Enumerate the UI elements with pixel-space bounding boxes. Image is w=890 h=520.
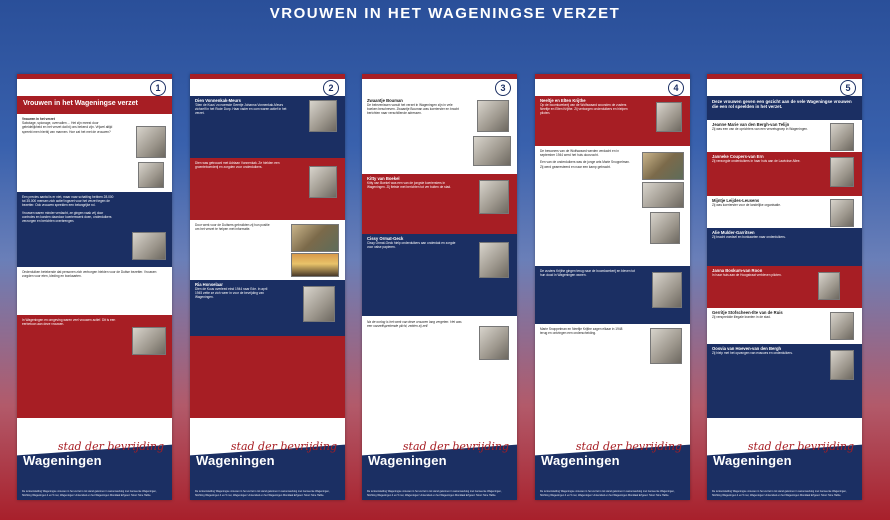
person-text: Zij verzorgde onderduikers in haar huis aan de Lawickse Allee.: [712, 159, 801, 163]
panel-4: [535, 74, 690, 500]
panel-3: [362, 74, 517, 500]
person-name: Jeanne Marie van den Bergh-van Telijn: [712, 122, 790, 127]
person-name: Ria Honselaar: [195, 282, 223, 287]
portrait-photo: [830, 350, 854, 380]
portrait-photo: [830, 157, 854, 187]
person-name: Cissy Ormat-Geck: [367, 236, 404, 241]
portrait-photo: [818, 272, 840, 300]
document-photo: [132, 327, 166, 355]
person-name: Kitty van Boekel: [367, 176, 400, 181]
person-name: Janneke Coupers-van Ern: [712, 154, 764, 159]
stad-der-bevrijding-logo: stad der bevrijding: [402, 440, 509, 453]
portrait-photo: [652, 272, 682, 308]
portrait-photo: [650, 212, 680, 244]
person-name: Zwaantje Bouman: [367, 98, 403, 103]
stad-der-bevrijding-logo: stad der bevrijding: [575, 440, 682, 453]
person-name: Gerritje Stofscheen-Ilte van de Ruis: [712, 310, 783, 315]
person-name: Dien Vonnenkak-Meurs: [195, 98, 241, 103]
wageningen-logo: Wageningen: [196, 453, 275, 468]
panel-text: 'Dien de Kuus' zo noemde Geertje Johanna Vonnenkak-Meurs zichzelf in het Rode Dorp. Haar vader en oom waren actief in het verzet.: [195, 103, 287, 116]
house-photo: [642, 152, 684, 180]
panel-number-badge: 4: [668, 80, 684, 96]
wageningen-logo: Wageningen: [713, 453, 792, 468]
person-name: Alie Mulder-Garritsen: [712, 230, 755, 235]
group-photo: [473, 136, 511, 166]
wageningen-logo: Wageningen: [23, 453, 102, 468]
panel-text: Sabotage, spionage, overvallen ... Het zijn meest door geleidelijkheid en het verzet dat bij ons bekend zijn. Vrijwel altijd spreekt men hierbij van mannen. Hoe zat het met de vrouwen?: [22, 121, 113, 134]
portrait-photo: [309, 166, 337, 198]
portrait-photo: [830, 312, 854, 340]
footer-credit: De tentoonstelling Wageningse vrouwen in het verzet is tot stand gekomen in samenwerking met Gemeente Wageningen, Stichting Wageningen 4 en 5 mei, Wageningen Universiteit en het Wageningen Mondiaal Erfgoed. Tekst: Nine Halbe.: [712, 490, 847, 497]
quote-text: Na de oorlog is het werk van deze vrouwen lang vergeten. Het was een vanzelfsprekende plicht, zeiden zij zelf.: [367, 320, 462, 329]
panel-text: Vrouwen waren minder verdacht, ze gingen vaak vrij door controles en konden daardoor koerierswerk doen, onderduikers verzorgen en berichten overbrengen.: [22, 210, 112, 224]
panel-text: Door werk voor de Duitsers gebruikten zij hun positie om het verzet te helpen met informatie.: [195, 223, 270, 232]
footer-credit: De tentoonstelling Wageningse vrouwen in het verzet is tot stand gekomen in samenwerking met Gemeente Wageningen, Stichting Wageningen 4 en 5 mei, Wageningen Universiteit en het Wageningen Mondiaal Erfgoed. Tekst: Nine Halbe.: [195, 490, 330, 497]
person-text: Zij verspreidde illegale kranten in de stad.: [712, 315, 771, 319]
panel-text: Onderduiken betekende dat personen zich verborgen hielden voor de Duitse bezetter. Vrouwen zorgden voor eten, kleding en bonkaarten.: [22, 270, 157, 279]
panel-number-badge: 2: [323, 80, 339, 96]
panel-text: Kitty van Boekel was een van de jongste koeriersters in Wageningen. Zij fietste met berichten tot ver buiten de stad.: [367, 181, 452, 190]
portrait-photo: [477, 100, 509, 132]
stad-der-bevrijding-logo: stad der bevrijding: [230, 440, 337, 453]
portrait-photo: [830, 199, 854, 227]
person-text: Zij was een van de oprichters van een verzetsgroep in Wageningen.: [712, 127, 808, 131]
stad-der-bevrijding-logo: stad der bevrijding: [747, 440, 854, 453]
panel-1: [17, 74, 172, 500]
panel-text: Een van de onderduikers was de jonge arts Marie Snoppelman. Zij werd gearresteerd en naar een kamp gebracht.: [540, 160, 630, 169]
footer-credit: De tentoonstelling Wageningse vrouwen in het verzet is tot stand gekomen in samenwerking met Gemeente Wageningen, Stichting Wageningen 4 en 5 mei, Wageningen Universiteit en het Wageningen Mondiaal Erfgoed. Tekst: Nine Halbe.: [367, 490, 502, 497]
panel-title: Deze vrouwen geven een gezicht aan de vele Wageningse vrouwen die een rol speelden in het verzet.: [712, 99, 852, 110]
portrait-photo: [479, 180, 509, 214]
person-text: Zij hielp met het opvangen van evacues en onderduikers.: [712, 351, 793, 355]
panel-text: Marie Snoppelman en Neeltje Krijthe zagen elkaar in 1948 terug en ontvingen een onderscheiding.: [540, 327, 623, 336]
wageningen-logo: Wageningen: [541, 453, 620, 468]
panel-text: De belevenissen vanuit het verzet in Wageningen zijn in vele boeken beschreven. Zwaantje Bouman was koerierster en bracht berichten naar verschillende adressen.: [367, 103, 459, 116]
panel-title: Vrouwen in het Wageningse verzet: [23, 100, 138, 107]
portrait-photo: [309, 100, 337, 132]
person-text: Zij bracht voedsel en bonkaarten naar onderduikers.: [712, 235, 786, 239]
panel-text: Dien was getrouwd met Adriaan Vonnenkak. Ze hielden een groenteboerderij en zorgden voor onderduikers.: [195, 161, 280, 170]
panel-number-badge: 3: [495, 80, 511, 96]
portrait-photo: [136, 126, 166, 158]
portrait-photo: [138, 162, 164, 188]
panel-5: [707, 74, 862, 500]
stad-der-bevrijding-logo: stad der bevrijding: [57, 440, 164, 453]
panel-text: In Wageningen en omgeving waren veel vrouwen actief. Dit is een eerbetoon aan deze vrouwen.: [22, 318, 116, 327]
person-name: Janna Boskum-van Roon: [712, 268, 763, 273]
person-name: Oosvia van Hoeven-van den Bergh: [712, 346, 782, 351]
panel-number-badge: 1: [150, 80, 166, 96]
panel-subtitle: Vrouwen in het verzet: [22, 117, 55, 121]
building-photo: [642, 182, 684, 208]
portrait-photo: [479, 242, 509, 278]
portrait-photo: [830, 123, 854, 151]
panel-text: De zusters Krijthe gingen terug naar de boomkwekerij en bleven tot hun dood in Wageningen wonen.: [540, 269, 635, 278]
person-name: Neeltje en Elten Krijthe: [540, 98, 586, 103]
panel-text: Cissy Ormat-Geck hielp onderduikers aan onderdak en zorgde voor valse papieren.: [367, 241, 456, 250]
panel-text: De bewoners van de Wolfswaard werden verdacht en in september 1944 werd het huis doorzocht.: [540, 149, 619, 158]
panel-text: Op de boomkwekerij van de Wolfswaard woonden de zusters Neeltje en Elten Krijthe. Zij verborgen onderduikers en hielpen piloten.: [540, 103, 628, 116]
landscape-photo: [291, 253, 339, 277]
group-photo: [132, 232, 166, 260]
panel-2: [190, 74, 345, 500]
portrait-photo: [303, 286, 335, 322]
panel-text: Dien de Kuus overleed eind 1944 naar Ede. In april 1945 zette ze zich weer in voor de bevrijding van Wageningen.: [195, 287, 268, 300]
person-text: Zij was koerierster voor de landelijke organisatie.: [712, 203, 781, 207]
panel-text: Een precies aantal is er niet, maar naar schatting hebben 28.000 tot 35.000 mensen zich actief ingezet voor het verzet tegen de bezetter. Ook vrouwen speelden een belangrijke rol.: [22, 195, 114, 208]
portrait-photo: [656, 102, 682, 132]
page-title: VROUWEN IN HET WAGENINGSE VERZET: [269, 5, 621, 22]
portrait-photo: [650, 328, 682, 364]
footer-credit: De tentoonstelling Wageningse vrouwen in het verzet is tot stand gekomen in samenwerking met Gemeente Wageningen, Stichting Wageningen 4 en 5 mei, Wageningen Universiteit en het Wageningen Mondiaal Erfgoed. Tekst: Nine Halbe.: [540, 490, 675, 497]
person-name: Mijntje Leijdes-Leusens: [712, 198, 760, 203]
wageningen-logo: Wageningen: [368, 453, 447, 468]
person-text: In haar huis aan de Hoogstraat verbleven piloten.: [712, 273, 782, 277]
panel-number-badge: 5: [840, 80, 856, 96]
portrait-photo: [479, 326, 509, 360]
footer-credit: De tentoonstelling Wageningse vrouwen in het verzet is tot stand gekomen in samenwerking met Gemeente Wageningen, Stichting Wageningen 4 en 5 mei, Wageningen Universiteit en het Wageningen Mondiaal Erfgoed. Tekst: Nine Halbe.: [22, 490, 157, 497]
house-photo: [291, 224, 339, 252]
